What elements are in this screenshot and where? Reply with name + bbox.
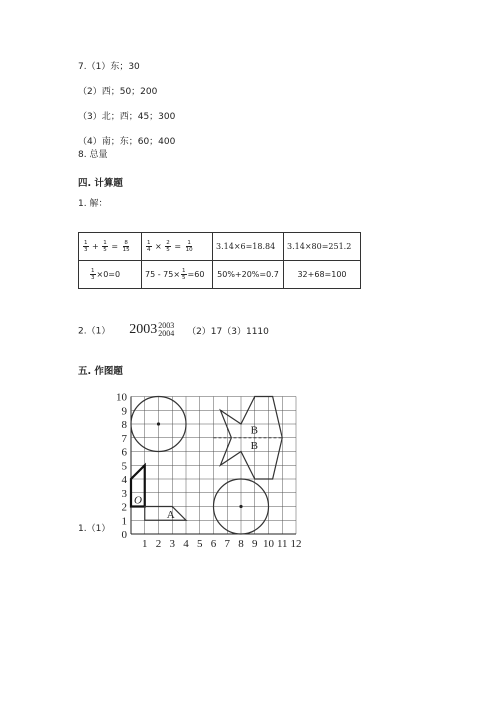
section-5-heading: 五. 作图题 <box>78 366 123 377</box>
fraction: $\frac{1}{3}$ <box>84 240 88 253</box>
q7-line-2: （2）西；50；200 <box>78 87 158 97</box>
fraction: $\frac{1}{3}$ <box>91 268 95 281</box>
y-tick-label: 8 <box>121 419 127 431</box>
x-tick-label: 9 <box>252 538 258 548</box>
table-cell: $\frac{1}{4}$ × $\frac{2}{5}$ = $\frac{1}{10}$ <box>142 233 213 261</box>
y-tick-label: 2 <box>121 501 127 514</box>
q2-line: 2.（1） 2003 2003 2004 （2）17（3）1110 <box>78 321 269 338</box>
label-o: O <box>134 494 142 507</box>
table-row <box>79 233 361 261</box>
grid-lines <box>131 397 296 535</box>
circle-bottom-center-dot <box>239 505 242 508</box>
y-tick-label: 0 <box>121 529 127 541</box>
y-tick-label: 6 <box>121 446 127 459</box>
y-tick-label: 5 <box>121 460 127 473</box>
x-tick-label: 4 <box>183 538 189 548</box>
table-cell: $\frac{1}{3}$ + $\frac{1}{5}$ = $\frac{8}{15}$ <box>79 233 142 261</box>
table-cell: 3.14×80=251.2 <box>284 233 361 261</box>
y-tick-label: 7 <box>121 432 127 445</box>
calculation-table <box>78 232 361 289</box>
table-cell: $\frac{1}{3}$ ×0=0 <box>79 261 142 289</box>
q7-line-3: （3）北；西；45；300 <box>78 112 176 122</box>
x-tick-label: 8 <box>238 538 244 548</box>
y-tick-label: 9 <box>121 405 127 418</box>
x-tick-label: 12 <box>290 538 302 548</box>
y-tick-label: 10 <box>116 391 127 404</box>
coordinate-grid-figure <box>110 388 330 548</box>
q1-label: 1. 解： <box>78 199 108 209</box>
fraction: $\frac{1}{10}$ <box>185 240 193 253</box>
x-tick-label: 2 <box>155 538 162 548</box>
section-4-heading: 四. 计算题 <box>78 178 123 189</box>
table-cell: 3.14×6=18.84 <box>213 233 284 261</box>
x-tick-label: 5 <box>197 538 203 548</box>
q8-line: 8. 总量 <box>78 150 108 160</box>
y-tick-label: 4 <box>121 474 127 486</box>
circle-top-center-dot <box>157 422 160 425</box>
x-tick-label: 7 <box>224 538 230 548</box>
power-expression: 2003 2003 2004 <box>129 321 175 338</box>
fraction: $\frac{8}{15}$ <box>122 240 130 253</box>
y-tick-label: 3 <box>121 487 127 500</box>
fraction: $\frac{2}{5}$ <box>166 240 170 253</box>
fraction: $\frac{1}{4}$ <box>147 240 151 253</box>
x-tick-label: 1 <box>142 538 148 548</box>
table-cell: 75 - 75× $\frac{1}{5}$ =60 <box>142 261 213 289</box>
fraction: $\frac{1}{5}$ <box>103 240 107 253</box>
x-tick-label: 6 <box>210 538 217 548</box>
q5-label: 1.（1） <box>78 524 111 534</box>
label-b-top: B <box>250 424 258 437</box>
table-row <box>79 261 361 289</box>
x-tick-label: 3 <box>169 538 175 548</box>
fraction: $\frac{1}{5}$ <box>182 268 186 281</box>
shape-a <box>145 507 186 521</box>
label-a: A <box>166 508 175 521</box>
label-b-bottom: B <box>250 439 258 452</box>
table-cell: 32+68=100 <box>284 261 361 289</box>
q7-line-1: 7.（1）东；30 <box>78 62 140 72</box>
x-tick-label: 10 <box>263 538 274 548</box>
x-tick-label: 11 <box>276 538 288 548</box>
y-tick-label: 1 <box>121 515 127 528</box>
q7-line-4: （4）南；东；60；400 <box>78 137 176 147</box>
table-cell: 50%+20%=0.7 <box>213 261 284 289</box>
